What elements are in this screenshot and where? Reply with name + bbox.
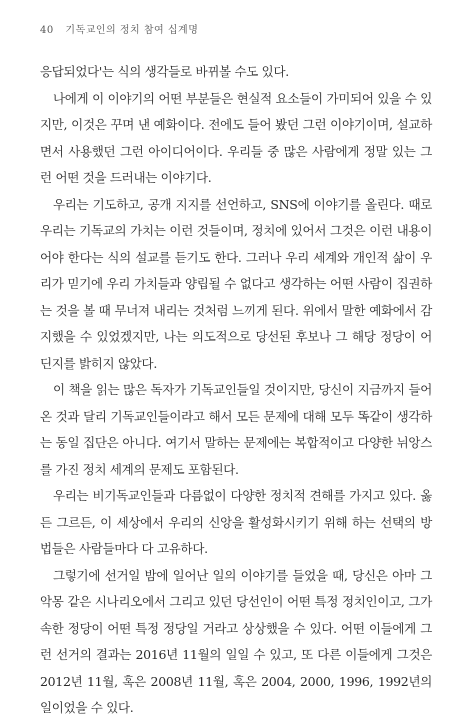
running-head (40, 21, 198, 36)
paragraph: 우리는 기도하고, 공개 지지를 선언하고, SNS에 이야기를 올린다. 때로 우리는 기독교의 가치는 이런 것들이며, 정치에 있어서 그것은 이런 내용이어야 한다는 식의 설교를 듣기도 한다. 그러나 우리 세계와 개인적 삶이 우리가 믿기에 우리 가치들과 양립될 수 없다고 생각하는 어떤 사람이 집권하는 것을 볼 때 무너져 내리는 것처럼 느끼게 된다. 위에서 말한 예화에서 감지했을 수 있었겠지만, 나는 의도적으로 당선된 후보나 그 해당 정당이 어딘지를 밝히지 않았다. (40, 196, 432, 371)
paragraph: 응답되었다'는 식의 생각들로 바뀌볼 수도 있다. (40, 64, 289, 79)
paragraph: 우리는 비기독교인들과 다름없이 다양한 정치적 견해를 가지고 있다. 옳든 그르든, 이 세상에서 우리의 신앙을 활성화시키기 위해 하는 선택의 방법들은 사람들마다 다 고유하다. (40, 488, 432, 556)
paragraph: 그렇기에 선거일 밤에 일어난 일의 이야기를 들었을 때, 당신은 아마 그 악몽 같은 시나리오에서 그리고 있던 당선인이 어떤 특정 정치인이고, 그가 속한 정당이 어떤 특정 정당일 거라고 상상했을 수 있다. 어떤 이들에게 그런 선거의 결과는 2016년 11월의 일일 수 있고, 또 다른 이들에게 그것은 2012년 11월, 혹은 2008년 11월, 혹은 2004, 2000, 1996, 1992년의 일이었을 수 있다. (40, 567, 432, 715)
paragraph: 이 책을 읽는 많은 독자가 기독교인들일 것이지만, 당신이 지금까지 들어 온 것과 달리 기독교인들이라고 해서 모든 문제에 대해 모두 똑같이 생각하는 동일 집단은 아니다. 여기서 말하는 문제에는 복합적이고 다양한 뉘앙스를 가진 정치 세계의 문제도 포함된다. (40, 382, 432, 477)
body-text (40, 59, 432, 722)
page-number: 40 (40, 25, 54, 36)
paragraph: 나에게 이 이야기의 어떤 부분들은 현실적 요소들이 가미되어 있을 수 있지만, 이것은 꾸며 낸 예화이다. 전에도 들어 봤던 그런 이야기이며, 설교하면서 사용했던 그런 아이디어이다. 우리들 중 많은 사람에게 정말 있는 그런 어떤 것을 드러내는 이야기다. (40, 90, 432, 185)
book-title: 기독교인의 정치 참여 십계명 (65, 25, 199, 36)
